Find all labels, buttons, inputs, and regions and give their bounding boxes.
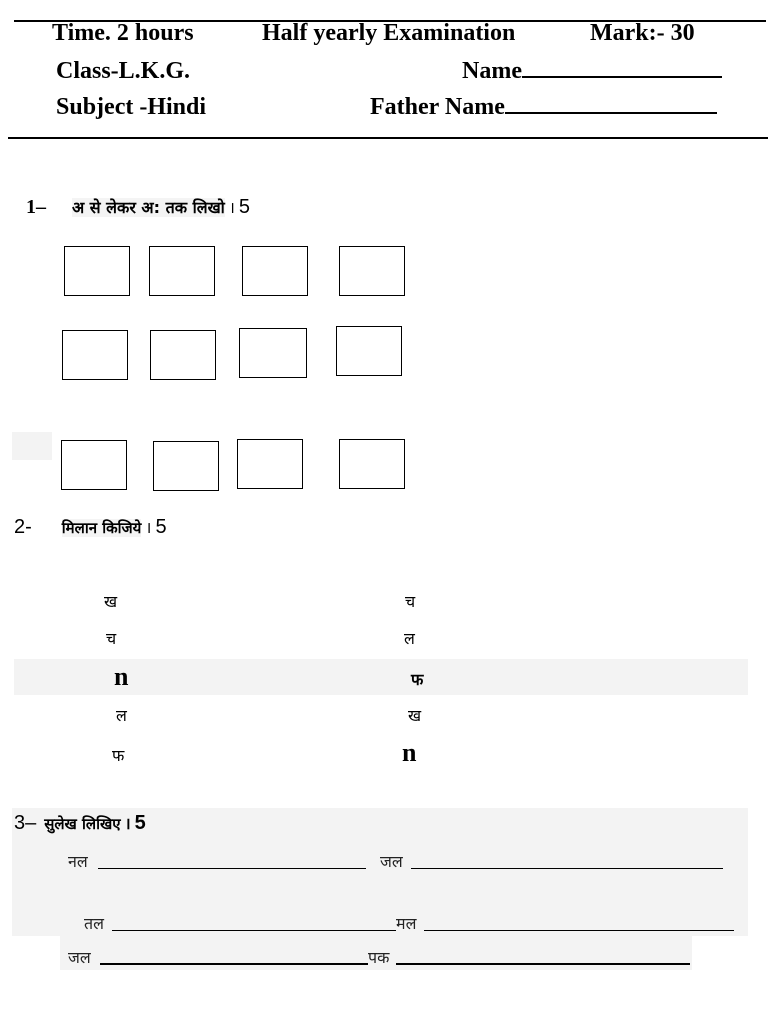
match-right-item: ल bbox=[404, 629, 415, 648]
question-1-text: अ से लेकर अ: तक लिखो bbox=[72, 198, 225, 217]
answer-box[interactable] bbox=[339, 246, 405, 296]
writing-line[interactable] bbox=[396, 963, 690, 965]
match-left-item: n bbox=[114, 662, 129, 691]
copy-word: मल bbox=[396, 914, 417, 933]
answer-box[interactable] bbox=[336, 326, 402, 376]
father-name-label: Father Name bbox=[370, 94, 505, 120]
name-label: Name bbox=[462, 58, 522, 84]
match-right-item: ख bbox=[408, 706, 422, 725]
name-blank-line[interactable] bbox=[522, 58, 722, 78]
shaded-area bbox=[12, 432, 52, 460]
answer-box[interactable] bbox=[239, 328, 307, 378]
class-label: Class-L.K.G. bbox=[56, 58, 191, 84]
copy-word: जल bbox=[68, 948, 91, 967]
writing-line[interactable] bbox=[100, 963, 368, 965]
copy-word: नल bbox=[68, 852, 88, 871]
time-label: Time. 2 hours bbox=[52, 20, 194, 46]
writing-line[interactable] bbox=[98, 868, 366, 869]
answer-box[interactable] bbox=[237, 439, 303, 489]
match-right-item: फ bbox=[411, 670, 424, 689]
answer-box[interactable] bbox=[64, 246, 130, 296]
question-2-text: मिलान किजिये bbox=[61, 519, 142, 537]
question-2-number: 2- bbox=[14, 516, 32, 538]
question-3-number: 3– bbox=[14, 812, 37, 834]
answer-box[interactable] bbox=[62, 330, 128, 380]
match-left-item: ख bbox=[104, 592, 118, 611]
question-2-heading bbox=[14, 516, 167, 539]
answer-box[interactable] bbox=[149, 246, 215, 296]
writing-line[interactable] bbox=[424, 930, 734, 931]
match-right-item: n bbox=[402, 738, 417, 767]
father-name-blank-line[interactable] bbox=[505, 94, 717, 114]
exam-title: Half yearly Examination bbox=[262, 20, 516, 46]
copy-word: तल bbox=[84, 914, 104, 933]
question-2-marks: 5 bbox=[155, 516, 167, 538]
question-1-heading bbox=[26, 196, 250, 219]
answer-box[interactable] bbox=[61, 440, 127, 490]
copy-word: जल bbox=[380, 852, 403, 871]
answer-box[interactable] bbox=[242, 246, 308, 296]
answer-box[interactable] bbox=[153, 441, 219, 491]
header-bottom-rule bbox=[8, 137, 768, 139]
question-1-number: 1– bbox=[26, 196, 46, 218]
writing-line[interactable] bbox=[411, 868, 723, 869]
name-field bbox=[462, 58, 722, 85]
question-3-text: सुलेख लिखिए bbox=[44, 815, 121, 833]
question-3-marks: 5 bbox=[134, 812, 146, 834]
subject-label: Subject -Hindi bbox=[56, 94, 207, 120]
match-left-item: च bbox=[106, 629, 117, 648]
match-right-item: च bbox=[405, 592, 416, 611]
match-left-item: ल bbox=[116, 706, 127, 725]
question-1-danda: । bbox=[228, 198, 235, 217]
question-1-marks: 5 bbox=[238, 196, 251, 218]
question-3-heading bbox=[14, 812, 146, 835]
question-3-danda: । bbox=[124, 814, 131, 833]
question-2-danda: । bbox=[145, 518, 152, 537]
writing-line[interactable] bbox=[112, 930, 396, 931]
match-left-item: फ bbox=[112, 746, 125, 765]
answer-box[interactable] bbox=[339, 439, 405, 489]
copy-word: पक bbox=[368, 948, 390, 967]
marks-label: Mark:- 30 bbox=[590, 20, 695, 46]
answer-box[interactable] bbox=[150, 330, 216, 380]
father-name-field bbox=[370, 94, 717, 121]
